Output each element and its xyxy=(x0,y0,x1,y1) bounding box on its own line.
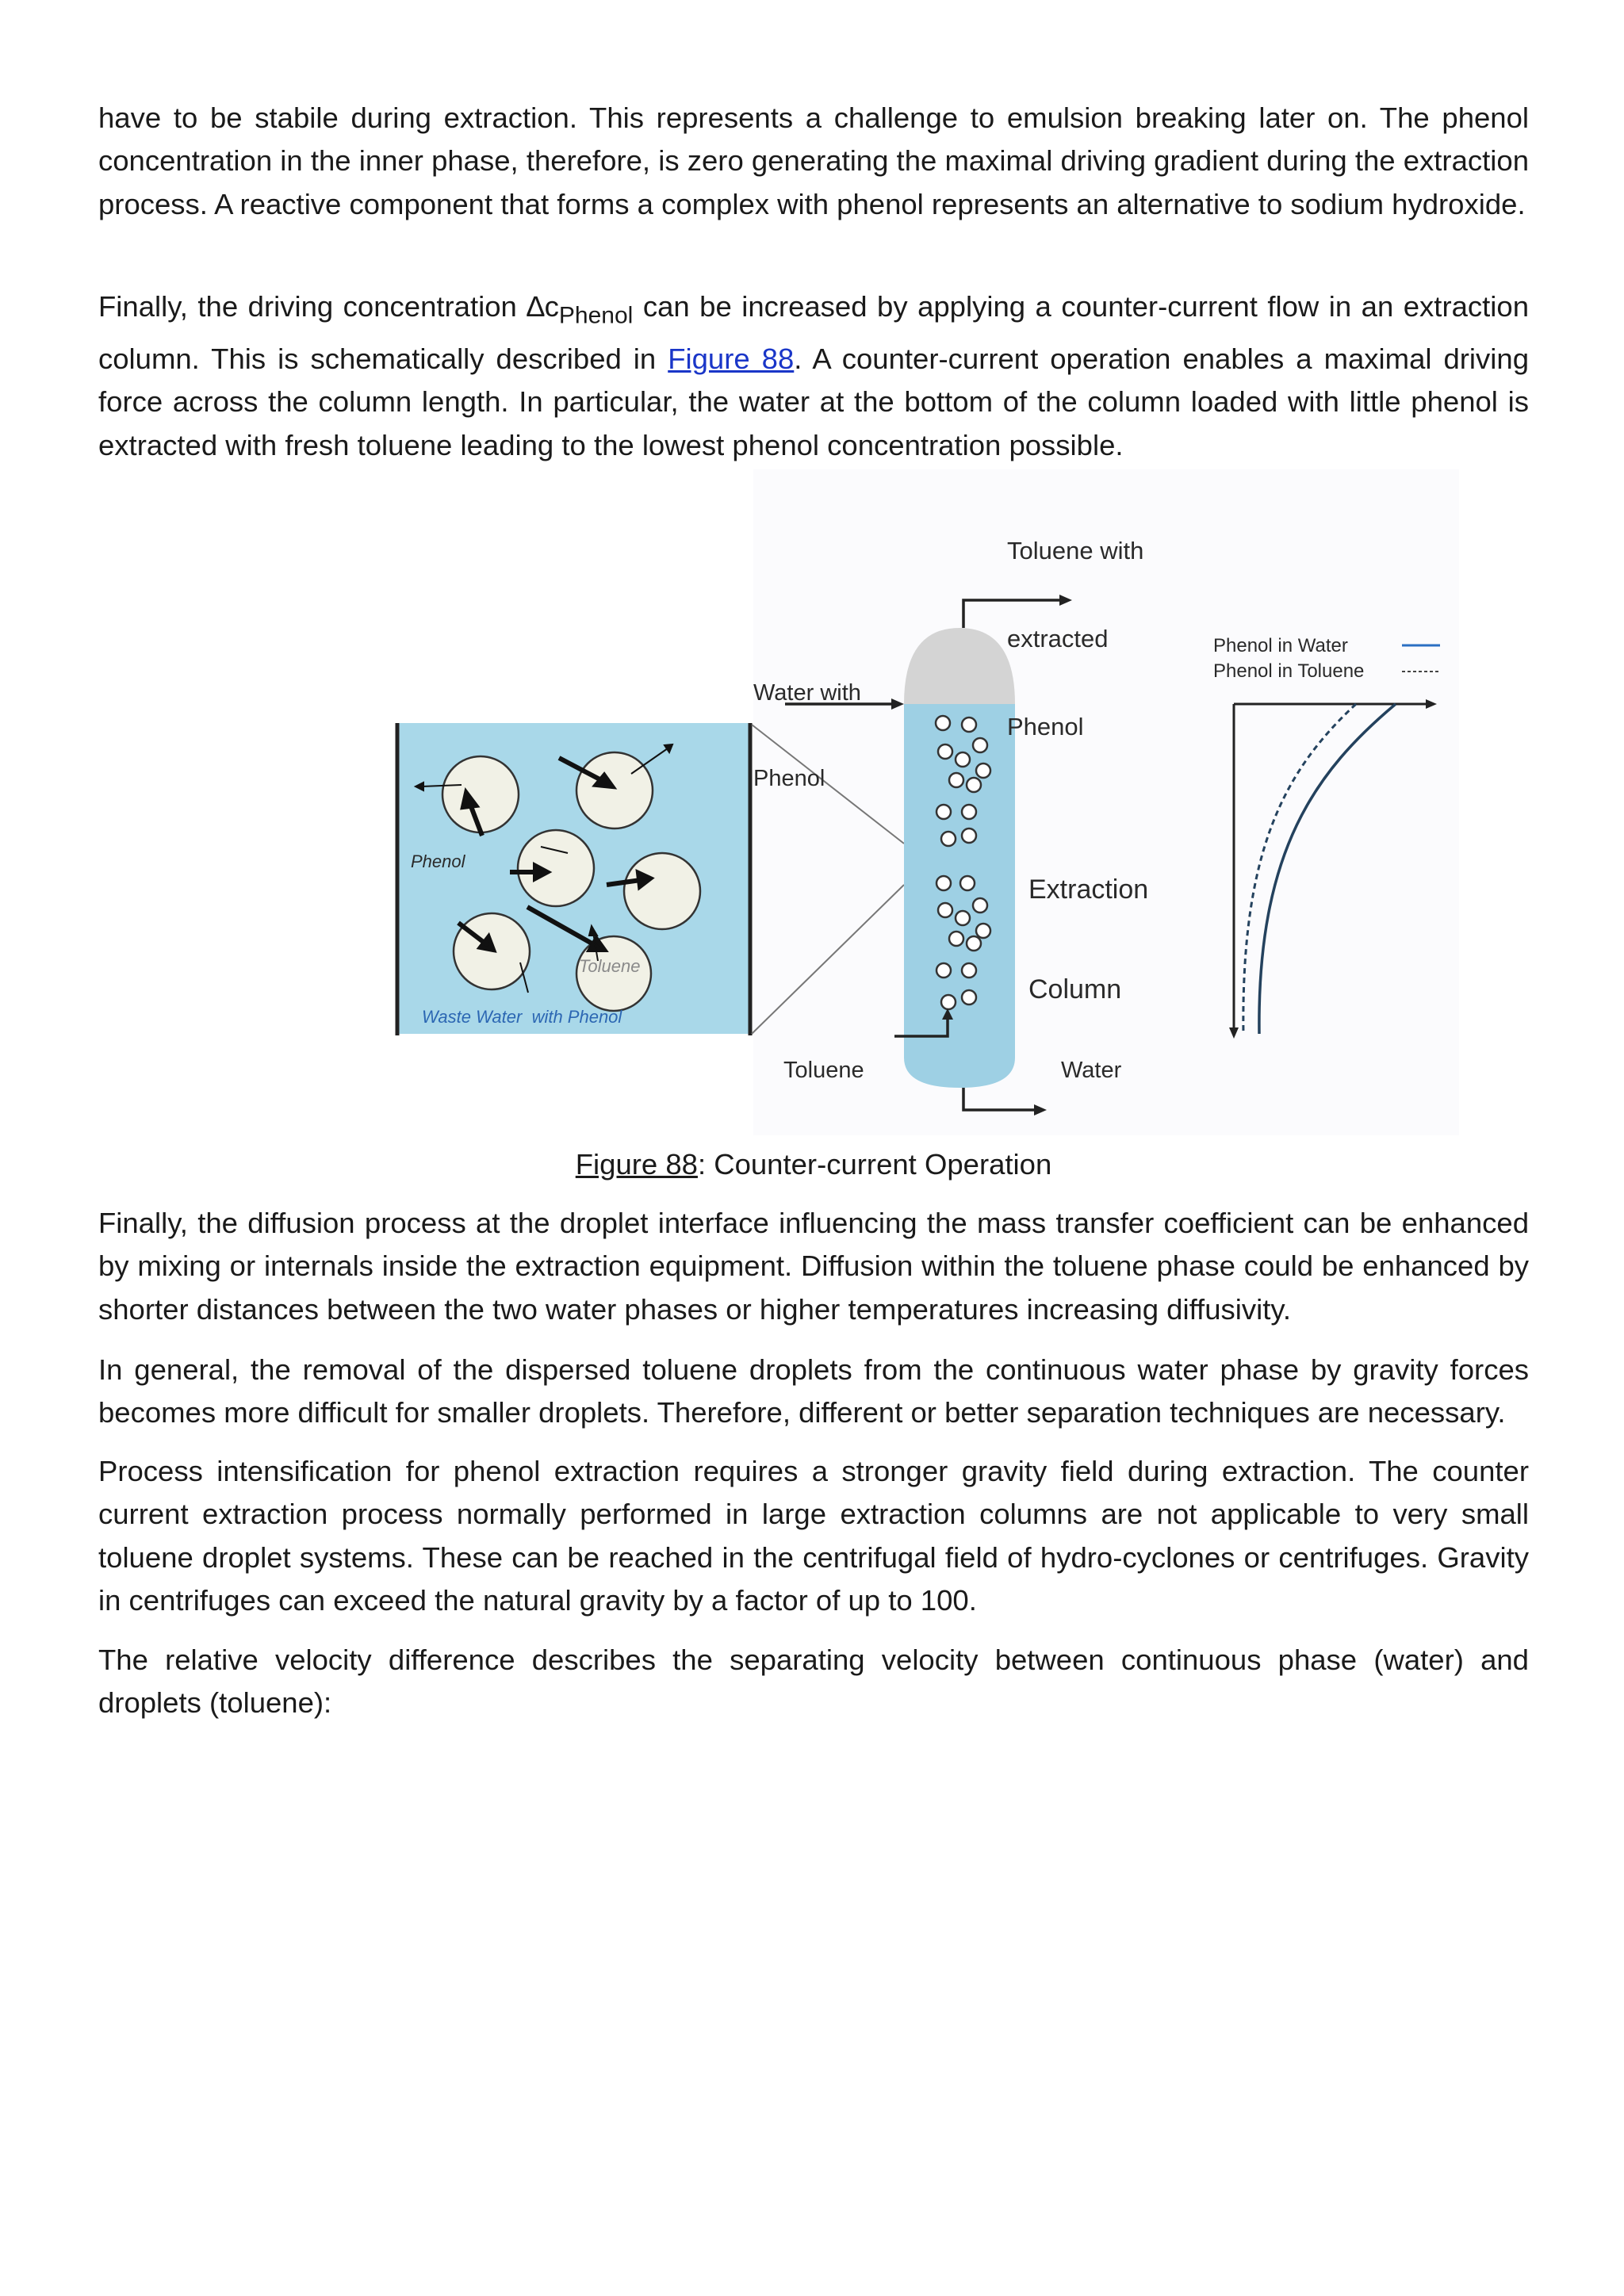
label-line: Toluene with xyxy=(1007,537,1144,564)
droplet xyxy=(962,805,976,819)
droplet xyxy=(936,876,951,890)
droplet xyxy=(936,716,950,730)
droplet xyxy=(976,763,990,778)
label-toluene-droplet: Toluene xyxy=(579,956,641,976)
droplet xyxy=(960,876,975,890)
paragraph-3: Finally, the diffusion process at the droplet interface influencing the mass transfer coefficient can be enhanced by mixing or internals inside the extraction equipment. Diffusion within the toluene phase could be enhanced by shorter distances between the two water phases or higher temperatures increasing diffusivity. xyxy=(98,1207,1529,1326)
droplet xyxy=(936,963,951,978)
label-waste-water-with-phenol: Waste Water with Phenol xyxy=(422,1007,622,1027)
droplet xyxy=(442,756,519,832)
label-line: Phenol xyxy=(753,766,825,791)
droplet xyxy=(941,832,956,846)
caption-figure-number: Figure 88 xyxy=(575,1148,698,1181)
phenol-subscript: Phenol xyxy=(558,302,634,329)
droplet xyxy=(962,990,976,1004)
droplet xyxy=(938,744,952,759)
paragraph-4: In general, the removal of the dispersed toluene droplets from the continuous water phase by gravity forces becomes more difficult for smaller droplets. Therefore, different or better separation techniques are necessary. xyxy=(98,1353,1529,1429)
figure-88-diagram xyxy=(285,469,1459,1135)
label-toluene-inlet: Toluene xyxy=(783,1058,864,1083)
label-extraction-column xyxy=(1028,806,1148,1073)
droplet xyxy=(967,936,981,951)
droplet xyxy=(624,853,700,929)
droplet xyxy=(949,932,963,946)
paragraph-6: The relative velocity difference describes the separating velocity between continuous phase (water) and droplets (toluene): xyxy=(98,1644,1529,1720)
figure-88-link[interactable]: Figure 88 xyxy=(668,342,795,375)
paragraph-1: have to be stabile during extraction. This represents a challenge to emulsion breaking later on. The phenol concentration in the inner phase, therefore, is zero generating the maximal driving gradient during the extraction process. A reactive component that forms a complex with phenol represents an alternative to sodium hydroxide. xyxy=(98,101,1529,220)
paragraph-2-text-c: . A counter-current operation enables a maximal driving force across the column length. In particular, the water at the bottom of the column loaded with little phenol is extracted with fresh toluene leading to the lowest phenol concentration possible. xyxy=(98,342,1530,461)
caption-text: : Counter-current Operation xyxy=(697,1148,1052,1181)
droplet xyxy=(956,752,970,767)
label-line: Column xyxy=(1028,974,1122,1004)
paragraph-2-text-a: Finally, the driving concentration ∆c xyxy=(98,290,559,323)
label-water-with-phenol xyxy=(753,622,861,850)
paragraph-2 xyxy=(98,285,1529,467)
droplet xyxy=(973,898,987,913)
droplet xyxy=(518,830,594,906)
legend-phenol-in-water: Phenol in Water xyxy=(1213,635,1348,656)
legend-phenol-in-toluene: Phenol in Toluene xyxy=(1213,660,1365,682)
droplet xyxy=(936,805,951,819)
label-phenol: Phenol xyxy=(411,851,465,871)
droplet xyxy=(962,718,976,732)
droplet xyxy=(976,924,990,938)
paragraph-5: Process intensification for phenol extraction requires a stronger gravity field during extraction. The counter current extraction process normally performed in large extraction columns are not applicable to very small toluene droplet systems. These can be reached in the centrifugal field of hydro-cyclones or centrifuges. Gravity in centrifuges can exceed the natural gravity by a factor of up to 100. xyxy=(98,1455,1529,1617)
droplet xyxy=(967,778,981,792)
label-line: Extraction xyxy=(1028,874,1149,905)
droplet xyxy=(941,995,956,1009)
droplet xyxy=(962,963,976,978)
label-toluene-with-extracted-phenol xyxy=(1007,477,1143,800)
extraction-diagram-svg xyxy=(285,469,1459,1135)
droplet xyxy=(949,773,963,787)
figure-caption xyxy=(98,1145,1529,1184)
droplet xyxy=(962,828,976,843)
droplet xyxy=(956,911,970,925)
label-line: extracted xyxy=(1007,625,1109,652)
label-line: Water with xyxy=(753,680,861,706)
label-line: Phenol xyxy=(1007,713,1084,740)
droplet xyxy=(938,903,952,917)
droplet xyxy=(973,738,987,752)
paragraph-2-text-b: can be increased by applying a counter-current flow in an extraction column. This is schematically described in xyxy=(98,290,1529,375)
droplet xyxy=(576,752,653,828)
label-water-outlet: Water xyxy=(1061,1058,1122,1083)
